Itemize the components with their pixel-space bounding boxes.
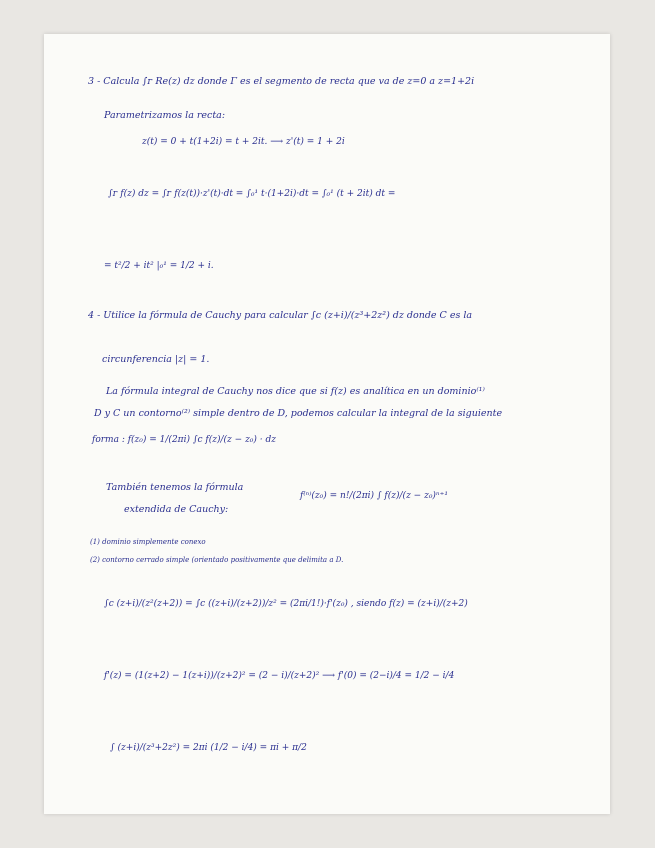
cauchy-formula: forma : f(z₀) = 1/(2πi) ∫c f(z)/(z − z₀) · dz [92, 435, 277, 445]
parametrization-equation: z(t) = 0 + t(1+2i) = t + 2it. ⟶ z'(t) = 1 + 2i [142, 137, 345, 147]
integral-rewrite: ∫c (z+i)/(z²(z+2)) = ∫c ((z+i)/(z+2))/z² = (2πi/1!)·f'(z₀) , siendo f(z) = (z+i)/(z+2) [104, 599, 468, 609]
extended-cauchy-formula: f⁽ⁿ⁾(z₀) = n!/(2πi) ∫ f(z)/(z − z₀)ⁿ⁺¹ [300, 491, 448, 501]
document-page [44, 34, 610, 814]
cauchy-text-line-1: La fórmula integral de Cauchy nos dice que si f(z) es analítica en un dominio⁽¹⁾ [106, 386, 485, 397]
final-result: ∫ (z+i)/(z³+2z²) = 2πi (1/2 − i/4) = πi + π/2 [110, 743, 307, 753]
exercise-4-circle: circunferencia |z| = 1. [102, 354, 210, 365]
footnote-1: (1) dominio simplemente conexo [90, 538, 206, 546]
exercise-4-statement: 4 - Utilice la fórmula de Cauchy para calcular ∫c (z+i)/(z³+2z²) dz donde C es la [88, 310, 473, 321]
derivative-computation: f'(z) = (1(z+2) − 1(z+i))/(z+2)² = (2 − i)/(z+2)² ⟶ f'(0) = (2−i)/4 = 1/2 − i/4 [104, 671, 455, 681]
exercise-3-statement: 3 - Calcula ∫ᴦ Re(z) dz donde Γ es el segmento de recta que va de z=0 a z=1+2i [88, 76, 475, 87]
integral-result: = t²/2 + it² |₀¹ = 1/2 + i. [104, 261, 214, 271]
extended-formula-label-2: extendida de Cauchy: [124, 504, 229, 515]
footnote-2: (2) contorno cerrado simple (orientado positivamente que delimita a D. [90, 556, 344, 564]
integral-expansion: ∫ᴦ f(z) dz = ∫ᴦ f(z(t))·z'(t)·dt = ∫₀¹ t·(1+2i)·dt = ∫₀¹ (t + 2it) dt = [108, 189, 396, 199]
cauchy-text-line-2: D y C un contorno⁽²⁾ simple dentro de D, podemos calcular la integral de la siguiente [94, 408, 503, 419]
extended-formula-label-1: También tenemos la fórmula [106, 482, 244, 493]
parametrize-heading: Parametrizamos la recta: [104, 110, 226, 121]
